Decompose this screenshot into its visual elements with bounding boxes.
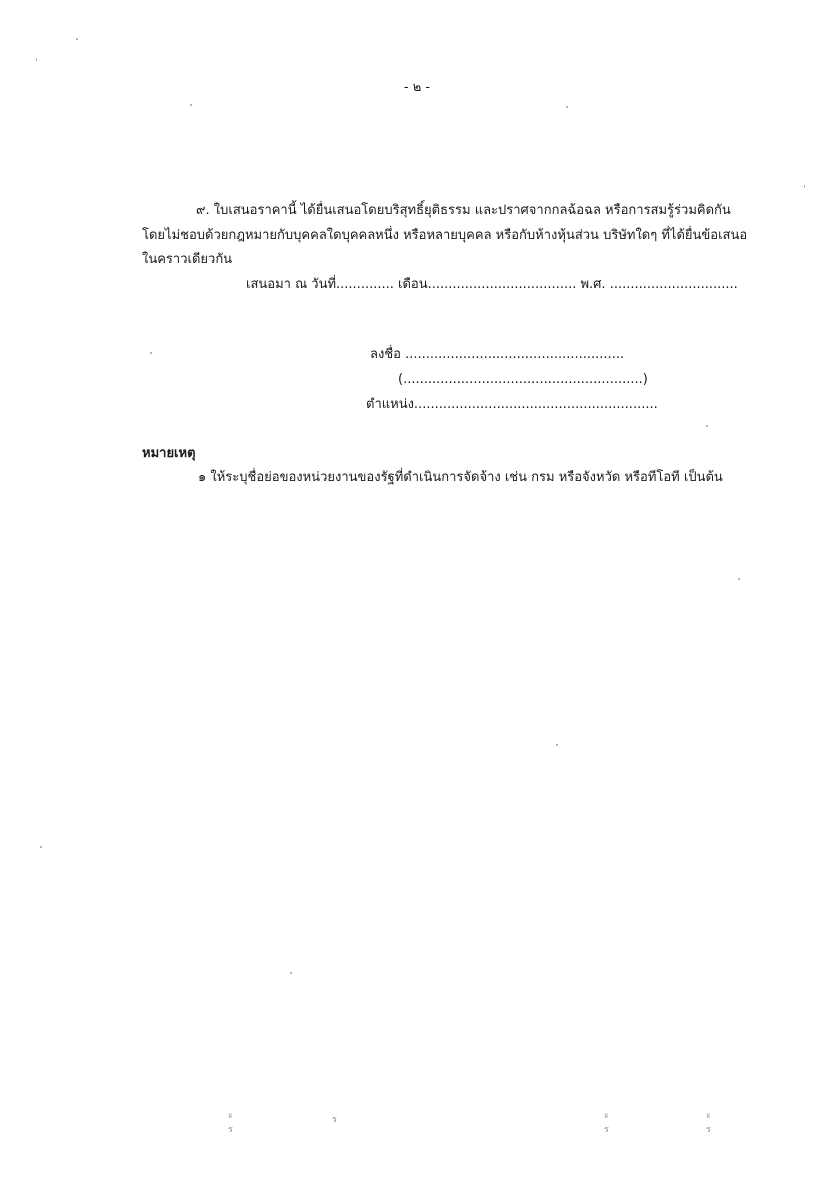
scan-speck (40, 846, 42, 848)
scan-mark: ร (332, 1115, 337, 1125)
scan-mark: ะ ร (604, 1111, 609, 1135)
scan-speck (706, 425, 708, 427)
scan-mark: ะ ร (706, 1111, 711, 1135)
signature-line: ลงชื่อ ..................................................... (370, 347, 625, 362)
scan-speck (556, 744, 558, 746)
note-item: ๑ ให้ระบุชื่อย่อของหน่วยงานของรัฐที่ดำเนินการจัดจ้าง เช่น กรม หรือจังหวัด หรือทีโอที เป็นต้น (198, 470, 723, 485)
clause-9-line-1: ๙. ใบเสนอราคานี้ ได้ยื่นเสนอโดยบริสุทธิ์ยุติธรรม และปราศจากกลฉ้อฉล หรือการสมรู้ร่วมคิดกัน (196, 203, 731, 218)
scan-mark: ะ ร (228, 1111, 233, 1135)
signer-position-line: ตำแหน่ง........................................................... (366, 397, 658, 412)
page-number: - ๒ - (403, 80, 431, 95)
submission-date-line: เสนอมา ณ วันที่.............. เดือน.................................... พ.ศ. ............................... (246, 277, 738, 292)
clause-9-line-2: โดยไม่ชอบด้วยกฎหมายกับบุคคลใดบุคคลหนึ่ง หรือหลายบุคคล หรือกับห้างหุ้นส่วน บริษัทใดๆ ที่ได้ยื่นข้อเสนอ (142, 228, 748, 243)
scan-speck (190, 104, 192, 106)
scan-speck (738, 578, 740, 580)
scan-speck (150, 352, 152, 354)
scan-speck (566, 106, 568, 108)
signer-name-line: (..........................................................) (398, 372, 648, 387)
scan-speck (36, 58, 37, 61)
scan-speck (804, 185, 805, 188)
scan-speck (76, 38, 78, 40)
clause-9-line-3: ในคราวเดียวกัน (142, 252, 233, 267)
scan-speck (290, 972, 292, 974)
note-heading: หมายเหตุ (142, 446, 196, 461)
